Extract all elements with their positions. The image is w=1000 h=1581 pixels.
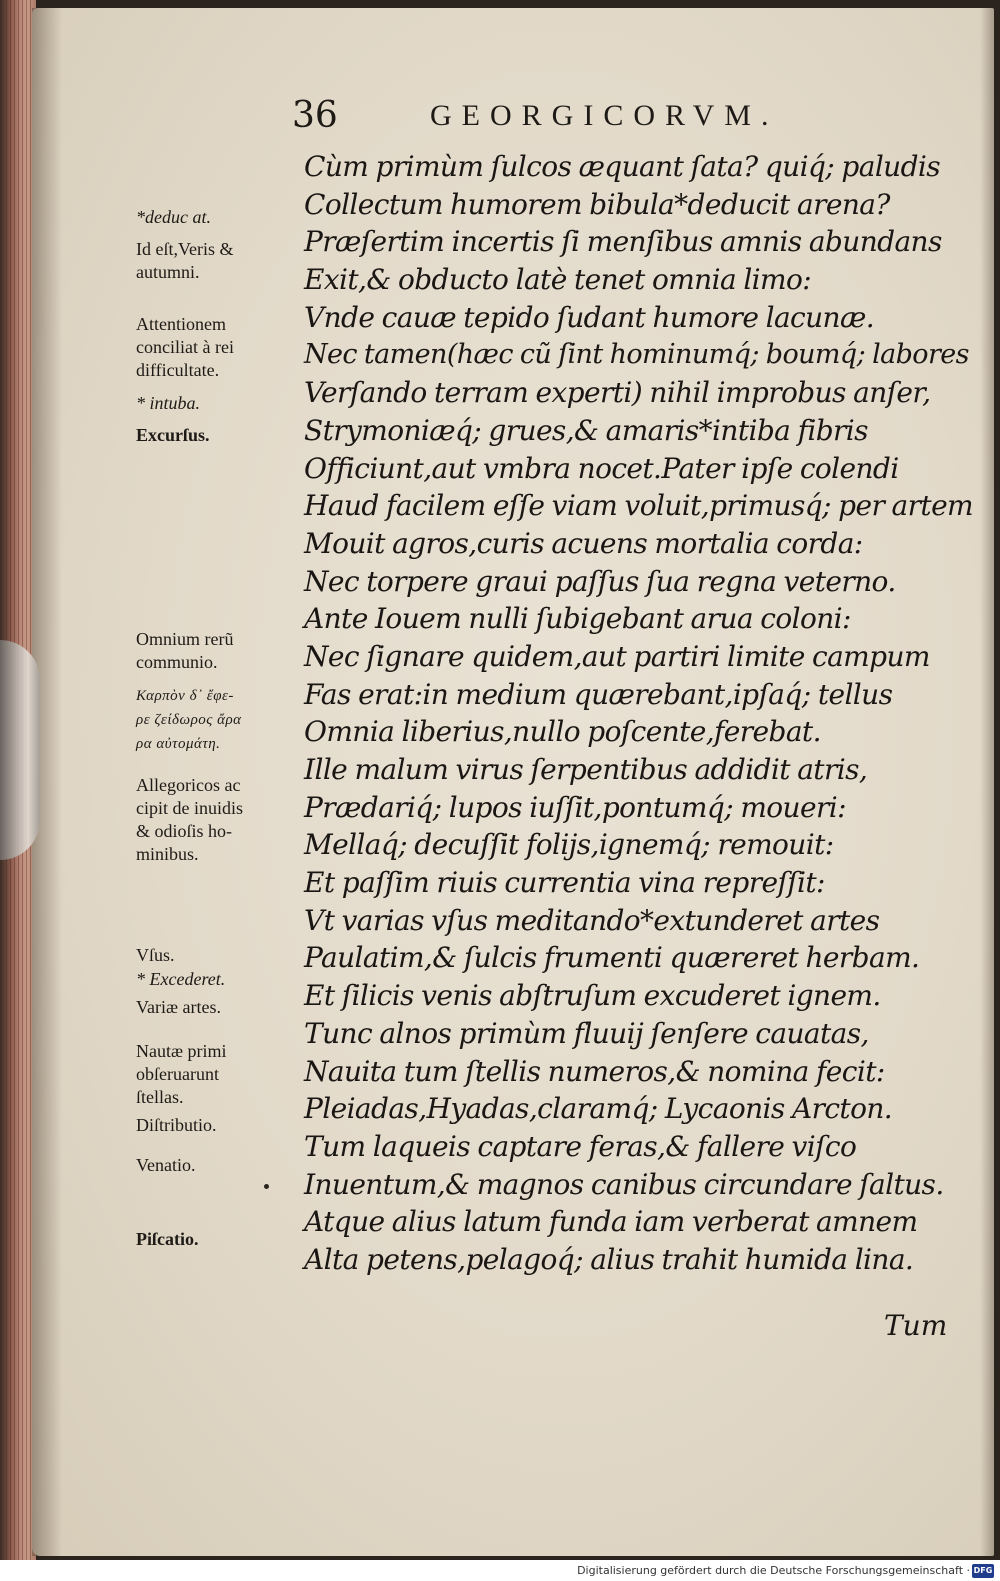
verse-line: Exit,& obducto latè tenet omnia limo: [304,263,812,297]
margin-note: * Excederet. [136,969,226,989]
verse-line: Nauita tum ſtellis numeros,& nomina fecit: [304,1054,885,1088]
margin-note: Καρπὸν δ᾽ ἔφε- ρε ζείδωρος ἄρα ρα αὐτομάτη. [136,688,242,752]
verse-line: Haud facilem eſſe viam voluit,primusq́; per artem [304,489,974,523]
verse-line: Præſertim incertis ſi menſibus amnis abundans [304,225,942,259]
verse-line: Ille malum virus ſerpentibus addidit atris, [304,753,868,786]
margin-note: Id eſt,Veris & autumni. [136,239,234,282]
verse-line: Et ſilicis venis abſtruſum excuderet ignem. [304,979,881,1013]
margin-note: Allegoricos ac cipit de inuidis & odioſis ho- minibus. [136,775,243,864]
footer-credit: Digitalisierung gefördert durch die Deutsche Forschungsgemeinschaft · [577,1564,970,1577]
verse-line: Prædariq́; lupos iuſſit,pontumq́; moueri: [304,790,846,824]
margin-note: * intuba. [136,393,201,413]
verse-line: Cùm primùm ſulcos æquant ſata? quiq́; paludis [304,150,941,183]
page-clip [0,640,40,860]
verse-line: Strymoniæq́; grues,& amaris*intiba fibris [304,413,868,447]
edge-shadow [980,8,994,1556]
verse-line: Atque alius latum funda iam verberat amnem [304,1205,918,1239]
verse-line: Inuentum,& magnos canibus circundare ſaltus. [304,1167,944,1201]
verse-line: Paulatim,& ſulcis frumenti quæreret herbam. [304,941,920,975]
catchword: Tum [884,1309,948,1342]
verse-line: Verſando terram experti) nihil improbus anſer, [304,376,931,410]
verse-line: Nec torpere graui paſſus ſua regna veterno. [304,564,896,598]
verse-line: Tum laqueis captare feras,& fallere viſco [304,1129,857,1163]
margin-note: Variæ artes. [136,997,221,1017]
dfg-logo: DFG [972,1564,994,1578]
verse-line: Mouit agros,curis acuens mortalia corda: [304,526,863,560]
verse-line: Vnde cauæ tepido ſudant humore lacunæ. [304,300,875,334]
margin-note: Piſcatio. [136,1229,199,1249]
verse-line: Nec ſignare quidem,aut partiri limite campum [304,639,930,673]
margin-note: Nautæ primi obſeruarunt ſtellas. [136,1041,227,1107]
verse-line: Tunc alnos primùm fluuij ſenſere cauatas, [304,1016,869,1050]
page-number: 36 [292,95,338,136]
verse-block [304,148,980,1279]
verse-line: Pleiadas,Hyadas,claramq́; Lycaonis Arcton. [304,1092,893,1126]
verse-line: Fas erat:in medium quærebant,ipſaq́; tellus [304,677,893,711]
margin-note: Diſtributio. [136,1115,217,1135]
ink-spot [264,1184,269,1189]
verse-line: Ante Iouem nulli ſubigebant arua coloni: [304,602,851,636]
verse-line: Nec tamen(hæc cũ ſint hominumq́; boumq́; labores [304,339,969,371]
verse-line: Et paſſim riuis currentia vina repreſſit: [304,866,825,900]
verse-line: Collectum humorem bibula*deducit arena? [304,187,890,221]
margin-note: Vſus. [136,945,175,965]
margin-note: Attentionem conciliat à rei difficultate. [136,314,234,380]
margin-note: Venatio. [136,1155,196,1175]
margin-note: Excurſus. [136,425,210,445]
verse-line: Officiunt,aut vmbra nocet.Pater ipſe colendi [304,451,899,485]
running-head: GEORGICORVM. [430,99,779,132]
verse-line: Alta petens,pelagoq́; alius trahit humida lina. [304,1242,914,1276]
verse-line: Mellaq́; decuſſit folijs,ignemq́; remouit: [304,828,834,862]
verse-line: Vt varias vſus meditando*extunderet artes [304,903,880,937]
margin-note: Omnium rerũ communio. [136,629,234,672]
margin-note: *deduc at. [136,207,211,227]
verse-line: Omnia liberius,nullo poſcente,ferebat. [304,715,821,749]
